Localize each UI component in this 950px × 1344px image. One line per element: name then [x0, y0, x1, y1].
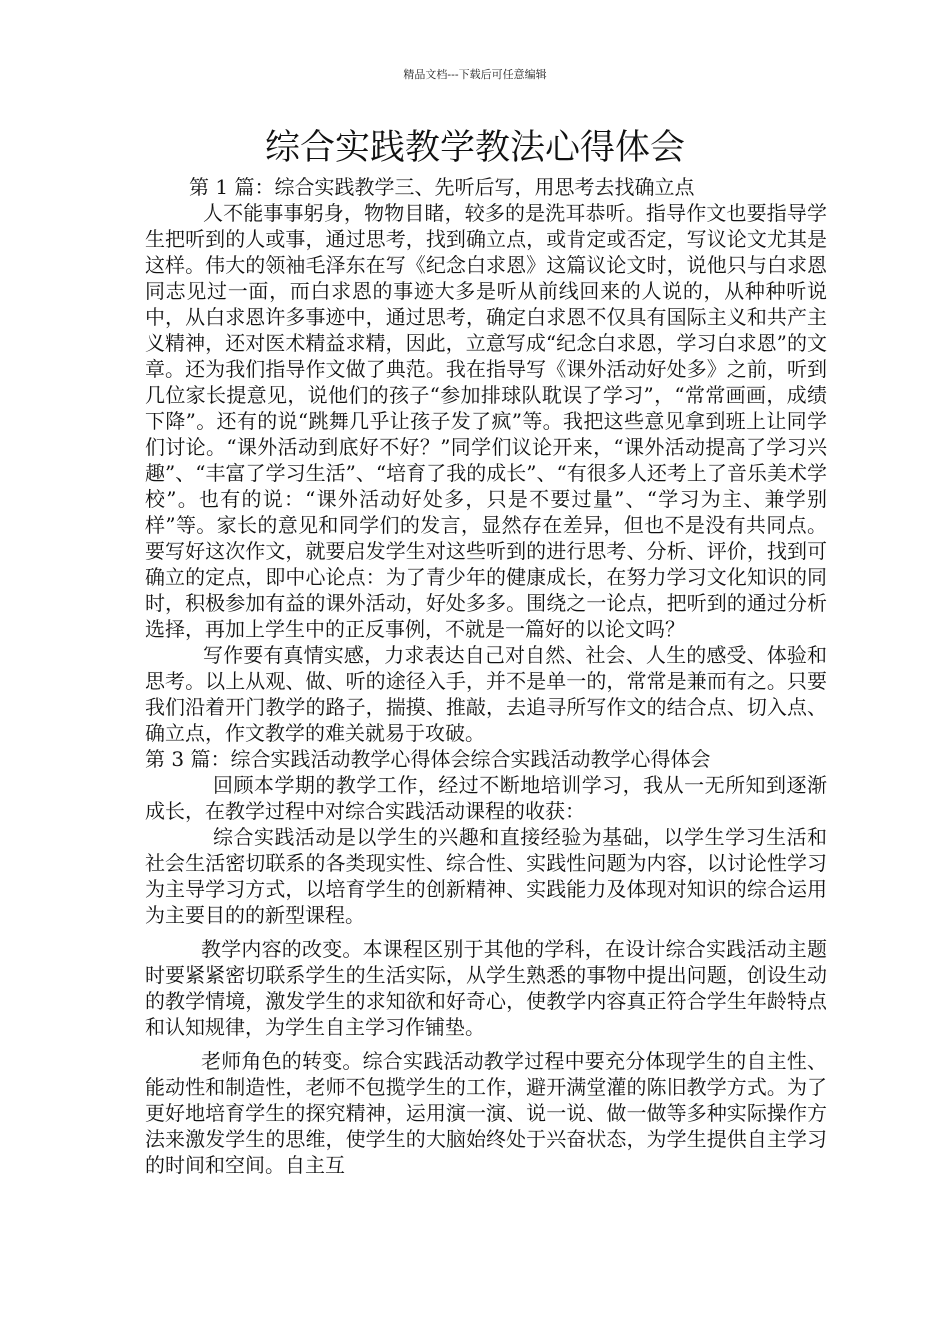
section-3-paragraph: 教学内容的改变。本课程区别于其他的学科，在设计综合实践活动主题时要紧紧密切联系学生的生活实际，从学生熟悉的事物中提出问题，创设生动的教学情境，激发学生的求知欲和好奇心，使教学内容真正符合学生年龄特点和认知规律，为学生自主学习作铺垫。	[145, 937, 827, 1039]
document-title: 综合实践教学教法心得体会	[264, 128, 685, 168]
section-1-heading: 第 1 篇：综合实践教学三、先听后写，用思考去找确立点	[189, 175, 695, 199]
section-1-paragraph: 人不能事事躬身，物物目睹，较多的是洗耳恭听。指导作文也要指导学生把听到的人或事，通过思考，找到确立点，或肯定或否定，写议论文尤其是这样。伟大的领袖毛泽东在写《纪念白求恩》这篇议论文时，说他只与白求恩同志见过一面，而白求恩的事迹大多是听从前线回来的人说的，从种种听说中，从白求恩许多事迹中，通过思考，确定白求恩不仅具有国际主义和共产主义精神，还对医术精益求精，因此，立意写成“纪念白求恩，学习白求恩”的文章。还为我们指导作文做了典范。我在指导写《课外活动好处多》之前，听到几位家长提意见，说他们的孩子“参加排球队耽误了学习”，“常常画画，成绩下降”。还有的说“跳舞几乎让孩子发了疯”等。我把这些意见拿到班上让同学们讨论。“课外活动到底好不好？”同学们议论开来，“课外活动提高了学习兴趣”、“丰富了学习生活”、“培育了我的成长”、“有很多人还考上了音乐美术学校”。也有的说：“课外活动好处多，只是不要过量”、“学习为主、兼学别样”等。家长的意见和同学们的发言，显然存在差异，但也不是没有共同点。要写好这次作文，就要启发学生对这些听到的进行思考、分析、评价，找到可确立的定点，即中心论点：为了青少年的健康成长，在努力学习文化知识的同时，积极参加有益的课外活动，好处多多。围绕之一论点，把听到的通过分析选择，再加上学生中的正反事例，不就是一篇好的以论文吗？	[145, 201, 827, 641]
section-1-paragraph: 写作要有真情实感，力求表达自己对自然、社会、人生的感受、体验和思考。以上从观、做、听的途径入手，并不是单一的，常常是兼而有之。只要我们沿着开门教学的路子，揣摸、推敲，去追寻所写作文的结合点、切入点、确立点，作文教学的难关就易于攻破。	[145, 643, 827, 745]
section-3-paragraph: 回顾本学期的教学工作，经过不断地培训学习，我从一无所知到逐渐成长，在教学过程中对综合实践活动课程的收获：	[145, 773, 827, 823]
section-3-paragraph: 综合实践活动是以学生的兴趣和直接经验为基础，以学生学习生活和社会生活密切联系的各类现实性、综合性、实践性问题为内容，以讨论性学习为主导学习方式，以培育学生的创新精神、实践能力及体现对知识的综合运用为主要目的的新型课程。	[145, 825, 827, 927]
document-body	[145, 174, 827, 1178]
header-note: 精品文档---下载后可任意编辑	[403, 68, 547, 81]
section-3-heading: 第 3 篇：综合实践活动教学心得体会综合实践活动教学心得体会	[145, 747, 711, 771]
section-3-paragraph: 老师角色的转变。综合实践活动教学过程中要充分体现学生的自主性、能动性和制造性，老师不包揽学生的工作，避开满堂灌的陈旧教学方式。为了更好地培育学生的探究精神，运用演一演、说一说、做一做等多种实际操作方法来激发学生的思维，使学生的大脑始终处于兴奋状态，为学生提供自主学习的时间和空间。自主互	[145, 1049, 827, 1177]
